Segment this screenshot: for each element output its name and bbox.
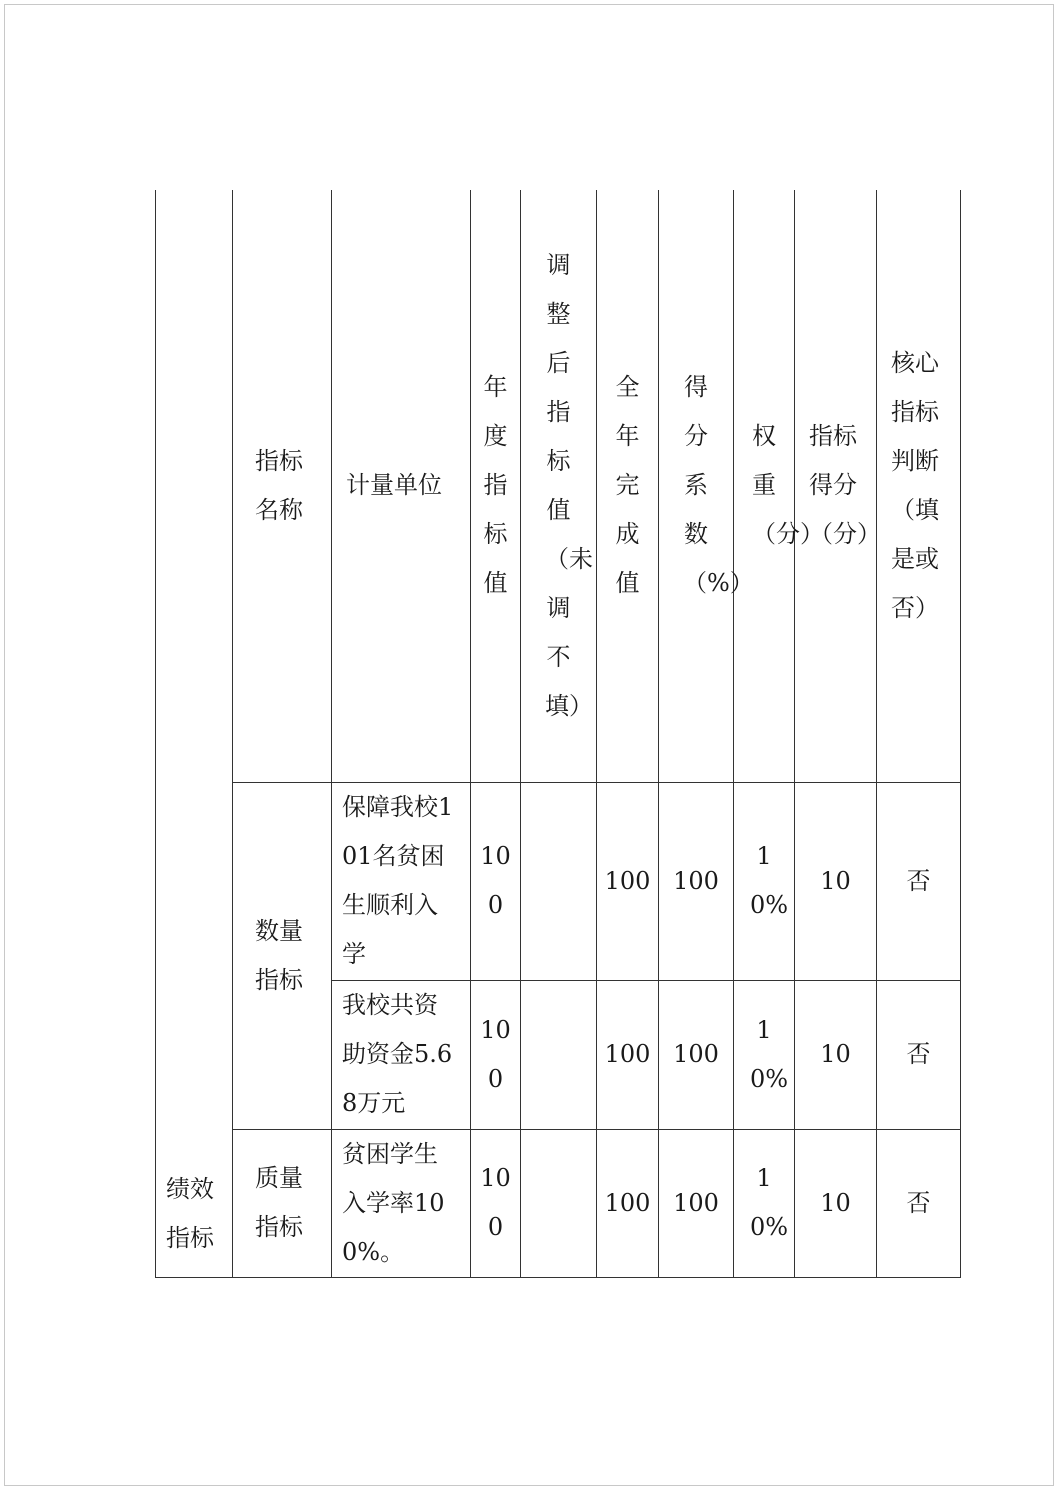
core-cell: 否 bbox=[877, 980, 961, 1129]
category-cell: 质量指标 bbox=[233, 1129, 332, 1277]
score-cell: 10 bbox=[795, 782, 877, 980]
header-adjusted-target: 调整后指标值（未调不填） bbox=[521, 190, 597, 782]
annual-target-cell: 100 bbox=[471, 980, 521, 1129]
annual-target-cell: 100 bbox=[471, 782, 521, 980]
adjusted-target-cell bbox=[521, 980, 597, 1129]
header-score: 指标得分（分） bbox=[795, 190, 877, 782]
completed-cell: 100 bbox=[597, 1129, 659, 1277]
performance-indicator-table bbox=[155, 190, 961, 1278]
category-cell: 数量指标 bbox=[233, 782, 332, 1129]
score-coefficient-cell: 100 bbox=[659, 1129, 734, 1277]
score-coefficient-cell: 100 bbox=[659, 782, 734, 980]
table-row bbox=[156, 1129, 961, 1277]
unit-cell: 我校共资助资金5.68万元 bbox=[332, 980, 471, 1129]
header-annual-target: 年度指标值 bbox=[471, 190, 521, 782]
header-name: 指标名称 bbox=[233, 190, 332, 782]
adjusted-target-cell bbox=[521, 1129, 597, 1277]
weight-cell: 10% bbox=[734, 980, 795, 1129]
header-weight: 权重（分） bbox=[734, 190, 795, 782]
header-unit: 计量单位 bbox=[332, 190, 471, 782]
header-completed: 全年完成值 bbox=[597, 190, 659, 782]
weight-cell: 10% bbox=[734, 782, 795, 980]
table-row bbox=[156, 782, 961, 980]
completed-cell: 100 bbox=[597, 980, 659, 1129]
header-row bbox=[156, 190, 961, 782]
group-label: 绩效指标 bbox=[166, 1174, 214, 1252]
score-cell: 10 bbox=[795, 980, 877, 1129]
unit-cell: 保障我校101名贫困生顺利入学 bbox=[332, 782, 471, 980]
weight-cell: 10% bbox=[734, 1129, 795, 1277]
core-cell: 否 bbox=[877, 1129, 961, 1277]
adjusted-target-cell bbox=[521, 782, 597, 980]
group-label-cell bbox=[156, 190, 233, 1277]
score-coefficient-cell: 100 bbox=[659, 980, 734, 1129]
core-cell: 否 bbox=[877, 782, 961, 980]
score-cell: 10 bbox=[795, 1129, 877, 1277]
completed-cell: 100 bbox=[597, 782, 659, 980]
header-score-coefficient: 得分系数（%） bbox=[659, 190, 734, 782]
unit-cell: 贫困学生入学率100%。 bbox=[332, 1129, 471, 1277]
header-core: 核心指标判断（填是或否） bbox=[877, 190, 961, 782]
annual-target-cell: 100 bbox=[471, 1129, 521, 1277]
